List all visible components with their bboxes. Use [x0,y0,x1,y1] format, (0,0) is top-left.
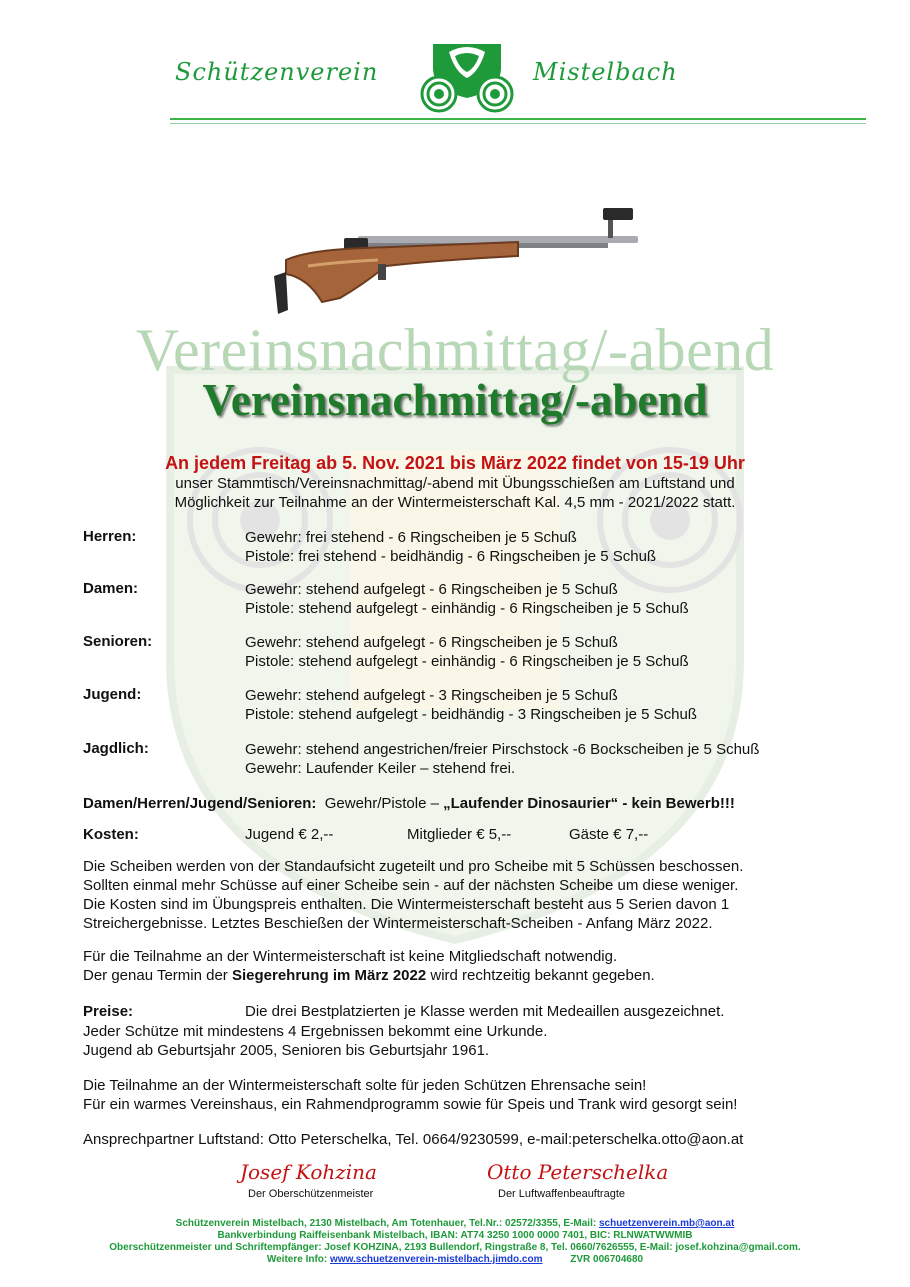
club-email-link[interactable]: schuetzenverein.mb@aon.at [598,1218,735,1229]
class-line: Gewehr: stehend aufgelegt - 3 Ringscheiben je 5 Schuß [245,687,618,704]
targets-paragraph [83,857,743,933]
class-line: Gewehr: stehend aufgelegt - 6 Ringscheiben je 5 Schuß [245,634,618,651]
dino-line [83,794,735,813]
paragraph-line: Die Scheiben werden von der Standaufsicht zugeteilt und pro Scheibe mit 5 Schüssen beschossen. [83,858,744,875]
class-line: Gewehr: stehend aufgelegt - 6 Ringscheiben je 5 Schuß [245,581,618,598]
club-name-right: Mistelbach [533,58,678,86]
footer [0,1218,910,1266]
costs-label: Kosten: [83,826,139,843]
dino-event: „Laufender Dinosaurier“ - kein Bewerb!!! [443,795,735,812]
contact-line: Ansprechpartner Luftstand: Otto Peterschelka, Tel. 0664/9230599, e-mail:peterschelka.otto@aon.at [83,1131,744,1148]
footer-line-2: Bankverbindung Raiffeisenbank Mistelbach, IBAN: AT74 3250 1000 0000 7401, BIC: RLNWATWWMIB [217,1230,693,1241]
signature-role-peterschelka: Der Luftwaffenbeauftragte [498,1188,625,1200]
club-emblem-icon [419,38,515,114]
ghost-title: Vereinsnachmittag/-abend [135,317,775,383]
intro-highlight: An jedem Freitag ab 5. Nov. 2021 bis März 2022 findet von 15-19 Uhr [165,453,745,473]
signature-kohzina: Josef Kohzina [240,1160,377,1184]
class-text-jugend [245,686,697,724]
class-line: Gewehr: stehend angestrichen/freier Pirschstock -6 Bockscheiben je 5 Schuß [245,741,760,758]
prizes-more [83,1022,547,1060]
class-line: Gewehr: Laufender Keiler – stehend frei. [245,760,516,777]
footer-text: Weitere Info: [266,1254,331,1265]
cost-members: Mitglieder € 5,-- [407,826,512,843]
membership-paragraph [83,947,655,985]
text-fragment: Der genau Termin der [83,967,232,984]
footer-line-3: Oberschützenmeister und Schriftempfänger: Josef KOHZINA, 2193 Bullendorf, Ringstraße 8, Tel. 0660/7626555, E-Mail: josef.kohzina@gmail.com. [109,1242,801,1253]
class-label-jagdlich: Jagdlich: [83,740,149,757]
class-line: Pistole: frei stehend - beidhändig - 6 Ringscheiben je 5 Schuß [245,548,657,565]
paragraph-line: Die Kosten sind im Übungspreis enthalten. Die Wintermeisterschaft besteht aus 5 Serien davon 1 [83,896,730,913]
club-name-left: Schützenverein [175,58,379,86]
cost-youth: Jugend € 2,-- [245,826,334,843]
closing-paragraph [83,1076,737,1114]
class-text-jagdlich [245,740,759,778]
signature-peterschelka: Otto Peterschelka [487,1160,669,1184]
prizes-line-1: Die drei Bestplatzierten je Klasse werden mit Medeaillen ausgezeichnet. [245,1003,725,1020]
header-divider [170,118,866,120]
dino-label: Damen/Herren/Jugend/Senioren: [83,795,317,812]
paragraph-line: Für ein warmes Vereinshaus, ein Rahmendprogramm sowie für Speis und Trank wird gesorgt sein! [83,1096,738,1113]
class-line: Pistole: stehend aufgelegt - einhändig - 6 Ringscheiben je 5 Schuß [245,600,689,617]
intro-line-2: unser Stammtisch/Vereinsnachmittag/-abend mit Übungsschießen am Luftstand und [175,475,735,492]
page-title: Vereinsnachmittag/-abend [202,375,708,425]
class-line: Pistole: stehend aufgelegt - beidhändig - 3 Ringscheiben je 5 Schuß [245,706,697,723]
footer-line-4 [0,1254,910,1266]
class-line: Pistole: stehend aufgelegt - einhändig - 6 Ringscheiben je 5 Schuß [245,653,689,670]
paragraph-line: Jugend ab Geburtsjahr 2005, Senioren bis Geburtsjahr 1961. [83,1042,490,1059]
footer-line-1 [0,1218,910,1230]
class-label-senioren: Senioren: [83,633,153,650]
paragraph-line: Für die Teilnahme an der Wintermeisterschaft ist keine Mitgliedschaft notwendig. [83,948,618,965]
class-label-herren: Herren: [83,528,137,545]
class-label-damen: Damen: [83,580,139,597]
prizes-label: Preise: [83,1003,134,1020]
intro-line-3: Möglichkeit zur Teilnahme an der Wintermeisterschaft Kal. 4,5 mm - 2021/2022 statt. [174,494,736,511]
paragraph-line: Die Teilnahme an der Wintermeisterschaft solte für jeden Schützen Ehrensache sein! [83,1077,647,1094]
class-text-senioren [245,633,689,671]
dino-weapon: Gewehr/Pistole – [324,795,439,812]
class-line: Gewehr: frei stehend - 6 Ringscheiben je 5 Schuß [245,529,577,546]
paragraph-line: Sollten einmal mehr Schüsse auf einer Scheibe sein - auf der nächsten Scheibe um diese weniger. [83,877,739,894]
footer-text: Schützenverein Mistelbach, 2130 Mistelbach, Am Totenhauer, Tel.Nr.: 02572/3355, E-Mail: [175,1218,599,1229]
signature-role-kohzina: Der Oberschützenmeister [248,1188,374,1200]
paragraph-line: Streichergebnisse. Letztes Beschießen der Wintermeisterschaft-Scheiben - Anfang März 2022. [83,915,713,932]
class-text-herren [245,528,656,566]
ceremony-date: Siegerehrung im März 2022 [231,967,427,984]
intro-block [0,452,910,512]
paragraph-line: Jeder Schütze mit mindestens 4 Ergebnissen bekommt eine Urkunde. [83,1023,548,1040]
class-label-jugend: Jugend: [83,686,142,703]
air-rifle-image [268,200,648,322]
paragraph-line [83,966,655,985]
cost-guests: Gäste € 7,-- [569,826,649,843]
header-divider-thin [170,123,866,124]
text-fragment: wird rechtzeitig bekannt gegeben. [426,967,655,984]
website-link[interactable]: www.schuetzenverein-mistelbach.jimdo.com [330,1254,543,1265]
class-text-damen [245,580,689,618]
zvr-number: ZVR 006704680 [570,1254,644,1265]
